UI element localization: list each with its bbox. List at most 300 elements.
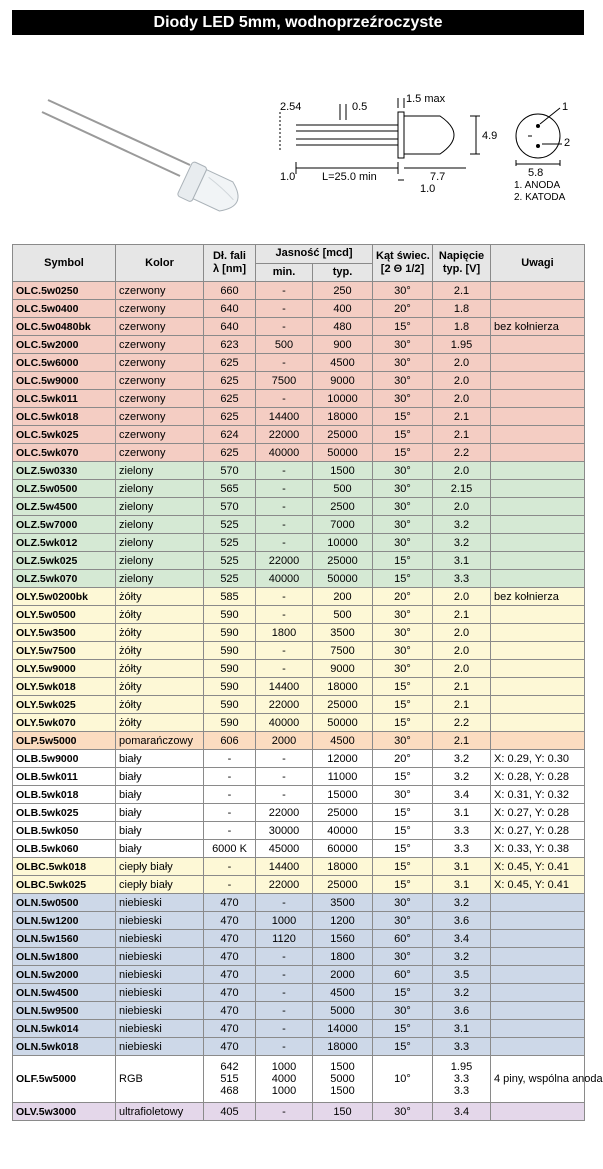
cell-fala: 625: [204, 354, 256, 372]
cell-napiecie: 1.8: [433, 318, 491, 336]
cell-uwagi: 4 piny, wspólna anoda: [491, 1056, 585, 1103]
cell-napiecie: 2.1: [433, 606, 491, 624]
cell-uwagi: [491, 642, 585, 660]
table-row: [13, 858, 585, 876]
cell-jasnosc-typ: 1500: [313, 462, 373, 480]
cell-uwagi: X: 0.27, Y: 0.28: [491, 804, 585, 822]
table-row: [13, 588, 585, 606]
cell-fala: 585: [204, 588, 256, 606]
cell-fala: -: [204, 876, 256, 894]
table-header: [13, 245, 585, 282]
cell-symbol: OLC.5wk025: [13, 426, 116, 444]
cell-kat: 60°: [373, 966, 433, 984]
cell-fala: -: [204, 768, 256, 786]
table-row: [13, 894, 585, 912]
cell-kolor: niebieski: [116, 930, 204, 948]
cell-symbol: OLB.5wk050: [13, 822, 116, 840]
cell-jasnosc-typ: 2500: [313, 498, 373, 516]
cell-jasnosc-min: -: [256, 660, 313, 678]
cell-uwagi: [491, 372, 585, 390]
cell-symbol: OLN.5w1800: [13, 948, 116, 966]
led-dimension-drawing: [0, 40, 596, 240]
cell-fala: 570: [204, 462, 256, 480]
cell-kat: 30°: [373, 516, 433, 534]
cell-napiecie: 1.8: [433, 300, 491, 318]
cell-jasnosc-typ: 4500: [313, 354, 373, 372]
cell-uwagi: [491, 354, 585, 372]
cell-jasnosc-typ: 200: [313, 588, 373, 606]
cell-kat: 30°: [373, 336, 433, 354]
cell-kolor: biały: [116, 786, 204, 804]
cell-uwagi: [491, 948, 585, 966]
dim-diameter: 4.9: [482, 130, 498, 142]
cell-fala: 640: [204, 318, 256, 336]
cell-kolor: zielony: [116, 570, 204, 588]
cell-uwagi: X: 0.27, Y: 0.28: [491, 822, 585, 840]
cell-uwagi: [491, 444, 585, 462]
cell-symbol: OLY.5w3500: [13, 624, 116, 642]
table-row: [13, 912, 585, 930]
cell-kolor: zielony: [116, 534, 204, 552]
cell-fala: 470: [204, 1002, 256, 1020]
cell-kat: 20°: [373, 300, 433, 318]
cell-napiecie: 2.0: [433, 498, 491, 516]
cell-jasnosc-min: 30000: [256, 822, 313, 840]
cell-napiecie: 3.2: [433, 768, 491, 786]
cell-kolor: biały: [116, 840, 204, 858]
table-row: [13, 372, 585, 390]
cell-jasnosc-typ: 11000: [313, 768, 373, 786]
cell-jasnosc-min: 45000: [256, 840, 313, 858]
cell-napiecie: 2.1: [433, 732, 491, 750]
cell-kolor: niebieski: [116, 912, 204, 930]
cell-jasnosc-min: -: [256, 984, 313, 1002]
cell-jasnosc-typ: 250: [313, 282, 373, 300]
cell-kat: 20°: [373, 588, 433, 606]
cell-kolor: żółty: [116, 588, 204, 606]
cell-fala: 624: [204, 426, 256, 444]
cell-fala: 525: [204, 516, 256, 534]
table-row: [13, 1020, 585, 1038]
table-row: [13, 426, 585, 444]
cell-uwagi: [491, 984, 585, 1002]
table-row: [13, 570, 585, 588]
cell-jasnosc-min: -: [256, 894, 313, 912]
table-row: [13, 930, 585, 948]
cell-symbol: OLC.5wk018: [13, 408, 116, 426]
col-napiecie: Napięcie typ. [V]: [433, 245, 491, 282]
cell-kolor: czerwony: [116, 282, 204, 300]
cell-kolor: czerwony: [116, 444, 204, 462]
cell-symbol: OLZ.5w7000: [13, 516, 116, 534]
cell-kat: 15°: [373, 552, 433, 570]
cell-fala: 470: [204, 966, 256, 984]
cell-kolor: zielony: [116, 516, 204, 534]
led-photo: [42, 100, 245, 220]
table-row: [13, 318, 585, 336]
table-row: [13, 822, 585, 840]
cell-fala: 606: [204, 732, 256, 750]
cell-fala: 470: [204, 912, 256, 930]
cell-uwagi: [491, 606, 585, 624]
cell-uwagi: [491, 1002, 585, 1020]
cell-kat: 30°: [373, 372, 433, 390]
cell-jasnosc-min: -: [256, 498, 313, 516]
cell-fala: 470: [204, 894, 256, 912]
cell-jasnosc-typ: 10000: [313, 390, 373, 408]
cell-uwagi: [491, 300, 585, 318]
cell-kolor: niebieski: [116, 1002, 204, 1020]
cell-jasnosc-typ: 2000: [313, 966, 373, 984]
cell-fala: 640: [204, 300, 256, 318]
cell-napiecie: 2.1: [433, 408, 491, 426]
cell-uwagi: bez kołnierza: [491, 588, 585, 606]
cell-jasnosc-typ: 9000: [313, 660, 373, 678]
cell-uwagi: X: 0.45, Y: 0.41: [491, 858, 585, 876]
cell-fala: 642 515 468: [204, 1056, 256, 1103]
table-row: [13, 336, 585, 354]
cell-symbol: OLN.5w1560: [13, 930, 116, 948]
table-row: [13, 750, 585, 768]
cell-fala: -: [204, 804, 256, 822]
cell-kat: 15°: [373, 678, 433, 696]
table-row: [13, 804, 585, 822]
cell-kat: 15°: [373, 876, 433, 894]
cell-kat: 30°: [373, 642, 433, 660]
cell-jasnosc-typ: 14000: [313, 1020, 373, 1038]
table-row: [13, 714, 585, 732]
cell-symbol: OLZ.5wk025: [13, 552, 116, 570]
cell-jasnosc-typ: 500: [313, 480, 373, 498]
cell-jasnosc-typ: 1560: [313, 930, 373, 948]
cell-napiecie: 3.4: [433, 930, 491, 948]
cell-jasnosc-typ: 400: [313, 300, 373, 318]
cell-fala: 623: [204, 336, 256, 354]
cell-kolor: zielony: [116, 498, 204, 516]
table-row: [13, 300, 585, 318]
cell-kat: 15°: [373, 1038, 433, 1056]
cell-kat: 15°: [373, 570, 433, 588]
cell-napiecie: 2.1: [433, 678, 491, 696]
cell-jasnosc-typ: 25000: [313, 696, 373, 714]
cell-uwagi: [491, 660, 585, 678]
table-row: [13, 480, 585, 498]
cell-kat: 15°: [373, 444, 433, 462]
cell-kolor: żółty: [116, 642, 204, 660]
table-row: [13, 390, 585, 408]
cell-symbol: OLZ.5w4500: [13, 498, 116, 516]
dim-offset: 1.0: [280, 171, 296, 183]
cell-uwagi: [491, 1038, 585, 1056]
cell-symbol: OLC.5w0480bk: [13, 318, 116, 336]
cell-kat: 15°: [373, 318, 433, 336]
cell-uwagi: [491, 624, 585, 642]
cell-uwagi: [491, 462, 585, 480]
cell-kolor: ultrafioletowy: [116, 1103, 204, 1121]
cell-napiecie: 2.2: [433, 444, 491, 462]
cell-uwagi: X: 0.31, Y: 0.32: [491, 786, 585, 804]
cell-jasnosc-min: -: [256, 966, 313, 984]
dim-flange: 1.5 max: [406, 93, 446, 105]
spec-table: [12, 244, 603, 1121]
cell-jasnosc-min: 40000: [256, 444, 313, 462]
cell-kat: 15°: [373, 858, 433, 876]
cell-napiecie: 3.1: [433, 1020, 491, 1038]
table-row: [13, 1056, 585, 1103]
dim-flange-diameter: 5.8: [528, 167, 544, 179]
table-body: [13, 282, 603, 1121]
table-row: [13, 444, 585, 462]
cell-napiecie: 3.3: [433, 1038, 491, 1056]
cell-fala: 525: [204, 534, 256, 552]
cell-kolor: biały: [116, 804, 204, 822]
cell-napiecie: 3.2: [433, 516, 491, 534]
cell-symbol: OLB.5wk011: [13, 768, 116, 786]
cell-symbol: OLF.5w5000: [13, 1056, 116, 1103]
side-view-drawing: [280, 98, 480, 180]
cell-kolor: ciepły biały: [116, 876, 204, 894]
cell-napiecie: 2.0: [433, 390, 491, 408]
cell-kat: 15°: [373, 426, 433, 444]
cell-symbol: OLB.5wk018: [13, 786, 116, 804]
dim-flange-width: 1.0: [420, 183, 436, 195]
cell-uwagi: X: 0.28, Y: 0.28: [491, 768, 585, 786]
cell-kolor: pomarańczowy: [116, 732, 204, 750]
cell-fala: 590: [204, 642, 256, 660]
cell-jasnosc-min: 7500: [256, 372, 313, 390]
cell-fala: -: [204, 786, 256, 804]
cell-uwagi: [491, 732, 585, 750]
table-row: [13, 1002, 585, 1020]
cell-napiecie: 3.6: [433, 1002, 491, 1020]
cell-kat: 30°: [373, 462, 433, 480]
cell-symbol: OLZ.5wk070: [13, 570, 116, 588]
cell-jasnosc-min: -: [256, 282, 313, 300]
cell-jasnosc-min: -: [256, 588, 313, 606]
legend-anode: 1. ANODA: [514, 180, 561, 191]
cell-jasnosc-min: -: [256, 1020, 313, 1038]
cell-jasnosc-typ: 1500 5000 1500: [313, 1056, 373, 1103]
cell-kat: 30°: [373, 498, 433, 516]
cell-symbol: OLY.5w9000: [13, 660, 116, 678]
cell-uwagi: [491, 1103, 585, 1121]
cell-jasnosc-typ: 40000: [313, 822, 373, 840]
cell-kolor: niebieski: [116, 984, 204, 1002]
col-jasnosc-min: min.: [256, 263, 313, 282]
cell-jasnosc-typ: 3500: [313, 624, 373, 642]
cell-napiecie: 2.0: [433, 354, 491, 372]
cell-symbol: OLN.5w4500: [13, 984, 116, 1002]
cell-symbol: OLBC.5wk018: [13, 858, 116, 876]
page-title: Diody LED 5mm, wodnoprzeźroczyste: [12, 10, 584, 35]
cell-kat: 30°: [373, 786, 433, 804]
cell-jasnosc-min: 22000: [256, 426, 313, 444]
cell-symbol: OLN.5w2000: [13, 966, 116, 984]
cell-kat: 20°: [373, 750, 433, 768]
cell-kolor: ciepły biały: [116, 858, 204, 876]
cell-symbol: OLC.5w0250: [13, 282, 116, 300]
cell-jasnosc-typ: 3500: [313, 894, 373, 912]
cell-napiecie: 3.1: [433, 804, 491, 822]
cell-kat: 30°: [373, 354, 433, 372]
cell-fala: 470: [204, 1038, 256, 1056]
cell-jasnosc-min: 500: [256, 336, 313, 354]
cell-symbol: OLN.5wk018: [13, 1038, 116, 1056]
cell-symbol: OLC.5wk011: [13, 390, 116, 408]
cell-napiecie: 1.95: [433, 336, 491, 354]
col-jasnosc: Jasność [mcd]: [256, 245, 373, 264]
cell-jasnosc-typ: 60000: [313, 840, 373, 858]
col-fala: Dł. fali λ [nm]: [204, 245, 256, 282]
cell-napiecie: 2.1: [433, 282, 491, 300]
cell-uwagi: [491, 426, 585, 444]
cell-jasnosc-min: 22000: [256, 696, 313, 714]
table-row: [13, 840, 585, 858]
cell-kolor: żółty: [116, 714, 204, 732]
cell-kat: 15°: [373, 696, 433, 714]
cell-kolor: czerwony: [116, 426, 204, 444]
cell-jasnosc-typ: 1200: [313, 912, 373, 930]
table-row: [13, 462, 585, 480]
cell-jasnosc-typ: 4500: [313, 984, 373, 1002]
cell-jasnosc-typ: 1800: [313, 948, 373, 966]
cell-jasnosc-typ: 25000: [313, 426, 373, 444]
cell-kat: 30°: [373, 1002, 433, 1020]
cell-napiecie: 2.15: [433, 480, 491, 498]
cell-napiecie: 3.3: [433, 840, 491, 858]
cell-jasnosc-typ: 900: [313, 336, 373, 354]
cell-uwagi: [491, 282, 585, 300]
cell-jasnosc-min: -: [256, 1002, 313, 1020]
cell-kat: 30°: [373, 282, 433, 300]
cell-symbol: OLP.5w5000: [13, 732, 116, 750]
table-row: [13, 660, 585, 678]
cell-fala: 660: [204, 282, 256, 300]
cell-jasnosc-min: 40000: [256, 714, 313, 732]
cell-kat: 60°: [373, 930, 433, 948]
cell-napiecie: 3.2: [433, 894, 491, 912]
cell-symbol: OLY.5wk018: [13, 678, 116, 696]
cell-uwagi: [491, 516, 585, 534]
cell-kolor: czerwony: [116, 354, 204, 372]
cell-jasnosc-min: -: [256, 948, 313, 966]
table-row: [13, 732, 585, 750]
cell-jasnosc-min: 14400: [256, 408, 313, 426]
cell-kolor: niebieski: [116, 948, 204, 966]
table-row: [13, 876, 585, 894]
cell-jasnosc-min: -: [256, 1103, 313, 1121]
cell-symbol: OLC.5w0400: [13, 300, 116, 318]
cell-kolor: niebieski: [116, 966, 204, 984]
cell-symbol: OLBC.5wk025: [13, 876, 116, 894]
cell-symbol: OLC.5w6000: [13, 354, 116, 372]
cell-kolor: czerwony: [116, 336, 204, 354]
table-row: [13, 606, 585, 624]
cell-napiecie: 2.1: [433, 696, 491, 714]
cell-uwagi: [491, 696, 585, 714]
cell-kat: 30°: [373, 606, 433, 624]
cell-kolor: biały: [116, 750, 204, 768]
cell-uwagi: [491, 930, 585, 948]
cell-napiecie: 3.3: [433, 822, 491, 840]
cell-uwagi: [491, 408, 585, 426]
cell-symbol: OLC.5w9000: [13, 372, 116, 390]
cell-jasnosc-typ: 25000: [313, 552, 373, 570]
cell-kat: 15°: [373, 822, 433, 840]
cell-uwagi: X: 0.33, Y: 0.38: [491, 840, 585, 858]
cell-napiecie: 3.3: [433, 570, 491, 588]
cell-jasnosc-typ: 4500: [313, 732, 373, 750]
cell-napiecie: 3.1: [433, 552, 491, 570]
cell-jasnosc-min: -: [256, 1038, 313, 1056]
cell-kolor: żółty: [116, 624, 204, 642]
cell-jasnosc-min: -: [256, 318, 313, 336]
cell-napiecie: 2.2: [433, 714, 491, 732]
cell-jasnosc-min: -: [256, 516, 313, 534]
cell-jasnosc-typ: 25000: [313, 804, 373, 822]
cell-uwagi: [491, 570, 585, 588]
cell-fala: 625: [204, 444, 256, 462]
cell-jasnosc-typ: 9000: [313, 372, 373, 390]
dim-pin2-label: 2: [564, 137, 571, 149]
table-row: [13, 1038, 585, 1056]
cell-symbol: OLN.5w0500: [13, 894, 116, 912]
cell-uwagi: [491, 390, 585, 408]
table-row: [13, 984, 585, 1002]
cell-kolor: czerwony: [116, 372, 204, 390]
cell-kolor: czerwony: [116, 390, 204, 408]
cell-fala: -: [204, 750, 256, 768]
cell-jasnosc-typ: 18000: [313, 408, 373, 426]
cell-fala: 625: [204, 408, 256, 426]
cell-fala: 470: [204, 948, 256, 966]
table-row: [13, 498, 585, 516]
cell-fala: -: [204, 858, 256, 876]
cell-jasnosc-typ: 10000: [313, 534, 373, 552]
table-row: [13, 552, 585, 570]
dim-pin1-label: 1: [562, 101, 569, 113]
cell-napiecie: 2.0: [433, 462, 491, 480]
cell-jasnosc-min: -: [256, 534, 313, 552]
cell-kat: 15°: [373, 804, 433, 822]
cell-kat: 30°: [373, 894, 433, 912]
cell-fala: 590: [204, 606, 256, 624]
table-row: [13, 1103, 585, 1121]
cell-napiecie: 2.0: [433, 660, 491, 678]
cell-kolor: RGB: [116, 1056, 204, 1103]
cell-uwagi: X: 0.45, Y: 0.41: [491, 876, 585, 894]
col-symbol: Symbol: [13, 245, 116, 282]
cell-fala: 525: [204, 570, 256, 588]
cell-kat: 15°: [373, 1020, 433, 1038]
cell-jasnosc-min: 1120: [256, 930, 313, 948]
table-row: [13, 786, 585, 804]
cell-symbol: OLB.5w9000: [13, 750, 116, 768]
cell-kat: 15°: [373, 408, 433, 426]
cell-symbol: OLZ.5w0500: [13, 480, 116, 498]
cell-kolor: żółty: [116, 606, 204, 624]
cell-jasnosc-min: -: [256, 480, 313, 498]
cell-napiecie: 3.2: [433, 948, 491, 966]
cell-jasnosc-min: -: [256, 354, 313, 372]
cell-jasnosc-min: -: [256, 300, 313, 318]
cell-napiecie: 3.2: [433, 750, 491, 768]
cell-kat: 30°: [373, 912, 433, 930]
cell-symbol: OLY.5w7500: [13, 642, 116, 660]
cell-kat: 30°: [373, 390, 433, 408]
cell-jasnosc-typ: 18000: [313, 678, 373, 696]
cell-fala: 625: [204, 372, 256, 390]
